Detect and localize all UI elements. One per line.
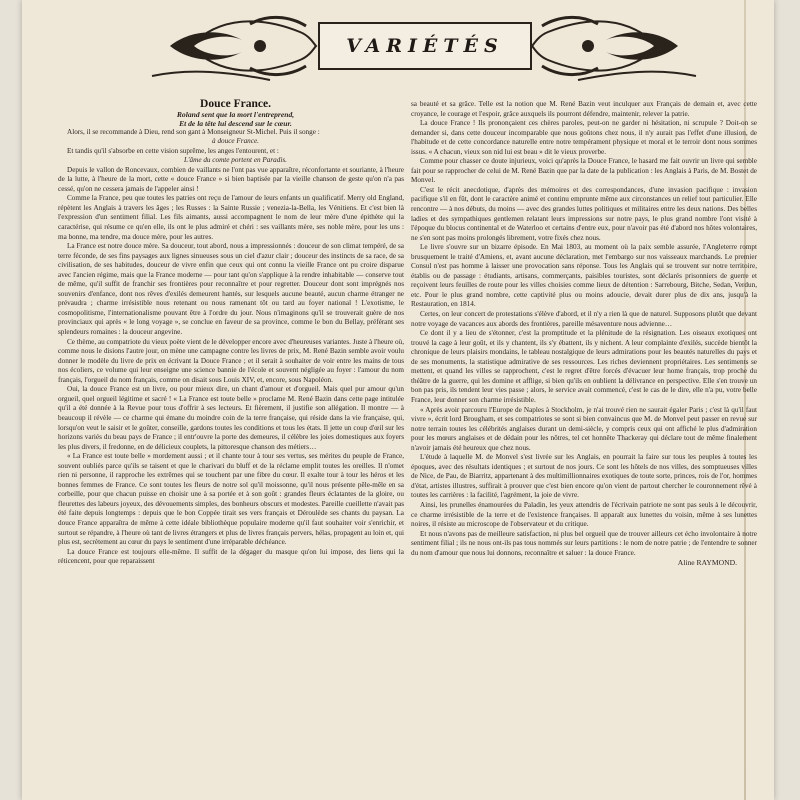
- paragraph: Ainsi, les prunelles énamourées du Paladin, les yeux attendris de l'écrivain patriote ne sont pas seuls à le découvrir, ce charme irrésistible de la terre et de l'existence françaises. Il apparaît aux lunettes du voisin, même à ses lunettes noires, il résiste au microscope de l'observateur et du critique.: [411, 500, 757, 529]
- quote: L'âme du comte portent en Paradis.: [184, 156, 287, 165]
- paragraph: Comme pour chasser ce doute injurieux, voici qu'après la Douce France, le hasard me fait ouvrir un livre qui semble fait pour se rapprocher de celui de M. René Bazin que par la date de la publication : les Anglais à Paris, de M. Bostet de Monvel.: [411, 157, 757, 185]
- epigraph-line-2: Et de la tête lui descend sur le cœur.: [179, 118, 292, 128]
- article-title: Douce France.: [200, 98, 271, 110]
- paragraph: L'étude à laquelle M. de Monvel s'est livrée sur les Anglais, en pourrait la faire sur tous les peuples à toutes les époques, avec des résultats identiques ; et surtout de nos jours. Ce sont les hôtels de nos villes, des somptueuses villes de Nice, de Pau, de Biarritz, appartenant à des multimillionnaires exotiques de toute sorte, princes, rois de l'or, hommes d'état, artistes illustres, suffirait à prouver que c'est bien encore qu'on vient de partout chercher le couronnement rêvé à toutes les carrières : la facilité, l'agrément, la joie de vivre.: [411, 453, 757, 500]
- paragraph: Oui, la douce France est un livre, ou pour mieux dire, un chant d'amour et d'orgueil. Mais quel pur amour qu'un orgueil, quel orgueil légitime et sacré ! « La France est toute belle » proclame M. René Bazin dans cette page intitulée qu'il a été donnée à la Revue pour tous d'offrir à ses lecteurs. Et fièrement, il justifie son allégation. Il montre — à beaucoup il révèle — ce charme qui émane du moindre coin de la terre française, qui réside dans la vie française, qui, lorsqu'on veut le saisir et le goûter, conseille, gardons toutes les conditions et tous les états. Il jette un coup d'œil sur les horizons variés du beau pays de France ; il entr'ouvre la porte des demeures, il célèbre les joies domestiques aux foyers les plus divers, il fredonne, en de délicieux couplets, la pittoresque chanson des métiers…: [58, 385, 404, 451]
- section-banner: [150, 10, 698, 82]
- magazine-page: [22, 0, 774, 800]
- paragraph: C'est le récit anecdotique, d'après des mémoires et des correspondances, d'une invasion pacifique : invasion pacifique s'il en fût, dont le caractère animé et continu emprunte même aux circonstances un relief tout particulier. Elle rencontre — à nos débuts, du moins — avec des grandes luttes politiques et militaires entre les deux nations. Des belles ladies et des sympathiques gentlemen relatant leurs impressions sur notre pays, le plus grand nombre l'ont visité à l'époque du blocus continental et de Waterloo et certains d'entre eux, pour n'avoir pas été d'abord nos hôtes volontaires, ne s'en sont pas moins prolongés librement, votre fixés chez nous.: [411, 185, 757, 242]
- section-title: VARIÉTÉS: [346, 35, 504, 57]
- paragraph: La France est notre douce mère. Sa douceur, tout abord, nous a impressionnés : douceur de son climat tempéré, de sa terre féconde, de ses fins paysages aux lignes sinueuses sous un ciel d'azur clair ; douceur des instincts de sa race, de sa civilisation, de ses habitudes, douceur de vivre enfin que ceux qui ont connu la vieille France ont pu croire disparue avec l'ancien régime, mais que la France moderne — pour tant qu'on s'applique à la rendre inhabitable — conserve tout de même, qu'il suffit de franchir ses frontières pour reconnaître et pour regretter. Douceur dont sont imprégnés nos souvenirs d'enfance, dont nos rêves d'exilés demeurent hantés, sur lesquels aucune beauté, aucun charme étranger ne prévaudra ; charme irrésistible nous retenant ou nous ramenant tôt ou tard au foyer national ! L'exotisme, le cosmopolitisme, l'internationalisme pouvant être à l'ordre du jour. Nous n'imaginons qu'il se trouverait guère de nos provinciaux qui après « le long voyage », se conclue en faveur de sa province, comme le bon du Bellay, préférant ses splendeurs romaines : la douceur angevine.: [58, 242, 404, 337]
- left-column: [58, 100, 404, 567]
- author-signature: Aline RAYMOND.: [677, 558, 737, 568]
- paragraph: Certes, on leur concert de protestations s'élève d'abord, et il n'y a rien là que de naturel. Supposons plutôt que devant notre voyage de vacances aux abords des frontières, pareille mésaventure nous advienne…: [411, 310, 757, 328]
- epigraph-line-1: Roland sent que la mort l'entreprend,: [176, 109, 295, 119]
- paragraph: Depuis le vallon de Roncevaux, combien de vaillants ne l'ont pas vue apparaître, réconfortante et souriante, à l'heure de la lutte, à l'heure de la mort, cette « douce France » si bien baptisée par la vieille chanson de geste qu'on n'a pas cessé, qu'on ne cessera jamais de l'appeler ainsi !: [58, 165, 404, 193]
- quote: à douce France.: [212, 137, 259, 146]
- paragraph: Ce thème, au compatriote du vieux poète vient de le développer encore avec d'heureuses variantes. Juste à l'heure où, comme nous le disions l'autre jour, on mène une campagne contre les livres de prix, M. René Bazin semble avoir voulu donner le modèle du livre de prix en écrivant la Douce France ; et il serait à souhaiter de voir entre les mains de tous nos écoliers, ce volume qui leur enseigne une science bannie de l'école et souvent négligée au foyer : l'amour du nom français, l'orgueil du nom français, comme on disait sous Louis XIV, et, encore, sous Napoléon.: [58, 337, 404, 384]
- paragraph: Et tandis qu'il s'absorbe en cette vision suprême, les anges l'entourent, et :: [67, 146, 279, 155]
- paragraph: « Après avoir parcouru l'Europe de Naples à Stockholm, je n'ai trouvé rien ne saurait égaler Paris ; c'est là qu'il faut vivre », écrit lord Brougham, et ses compatriotes se sont si bien convaincus que M. de Monvel peut passer en revue sur notre terrain toutes les célébrités anglaises durant un demi-siècle, y compris ceux qui ont affiché le plus d'admiration pour les mœurs anglaises et de dédain pour les nôtres, tel cet honnête Thackeray qui déclare tout de même finalement n'avoir jamais été heureux que chez nous.: [411, 405, 757, 452]
- paragraph: Alors, il se recommande à Dieu, rend son gant à Monseigneur St-Michel. Puis il songe :: [67, 127, 320, 136]
- banner-plate: [318, 22, 532, 70]
- paragraph: « La France est toute belle » mordement aussi ; et il chante tour à tour ses vertus, ses mérites du peuple de France, souvent oubliés parce qu'ils se taisent et que le charivari du bluff et de la réclame emplit toutes les oreilles. Il n'omet rien ni personne, il rapproche les extrêmes qui se touchent par une fibre du cœur. Il exalte tour à tour les héros et les bonnes femmes de France. Ce sont toutes les fleurs de notre sol qu'il moissonne, qu'il nous présente pêle-mêle en sa corbeille, pour que chacun puisse en choisir une à sa portée et à son goût : grandes fleurs éclatantes de la gloire, ou fleurettes des labeurs joyeux, des dévouements simples, des bonheurs obscurs et modestes. Pareille cueillette n'avait pas été faite depuis longtemps : depuis que le bon Coppée tirait ses vers français et Déroulède ses chants du paysan. La douce France apparaîtra de même à cette idéale bibliothèque populaire moderne qu'il faut souhaiter voir s'enrichir, et surtout se répandre, à l'heure où tant de livres étrangers et plus de livres français pervers, hélas, propagent au loin et, qui plus est, secrètement au cœur du pays le sentiment d'une irréparable déchéance.: [58, 452, 404, 547]
- paragraph: sa beauté et sa grâce. Telle est la notion que M. René Bazin veut inculquer aux Français de demain et, avec cette croyance, le courage et l'espoir, grâce auxquels ils pourront défendre, maintenir, relever la patrie.: [411, 100, 757, 118]
- paragraph: Le livre s'ouvre sur un bizarre épisode. En Mai 1803, au moment où la paix semble assurée, l'Angleterre rompt brusquement le traité d'Amiens, et, avant aucune déclaration, met l'embargo sur nos vaisseaux marchands. Le premier Consul n'est pas homme à laisser une provocation sans réponse. Tous les Anglais qui se trouvent sur notre territoire, établis ou de passage : étudiants, artisans, commerçants, paisibles touristes, sont déclarés prisonniers de guerre et reçoivent leurs feuilles de route pour les villes choisies comme lieux de détention : Sarrebourg, Bitche, Sedan, Verdun, etc. Pour le plus grand nombre, cette captivité plus ou moins adoucie, devait durer plus de dix ans, jusqu'à la Restauration, en 1814.: [411, 243, 757, 309]
- paragraph: La douce France ! Ils prononçaient ces chères paroles, peut-on ne garder ni hésitation, ni scrupule ? Doit-on se demander si, dans cette douceur incomparable que nous goûtons chez nous, il n'y aurait pas l'effet d'une illusion, de l'habitude et de cette concordance naturelle entre notre tempérament physique et moral et le terroir dont nous sommes issus. « A chacun, vieux son nid lui est beau » dit le vieux proverbe.: [411, 119, 757, 156]
- paragraph: Ce dont il y a lieu de s'étonner, c'est la promptitude et la plénitude de la résignation. Les oiseaux exotiques ont trouvé la cage à leur goût, et ils y chantent, ils s'y ébattent, ils y nichent. A leur complainte d'exilés, succède bientôt la chronique de leurs plaisirs mondains, le tableau nostalgique de leurs admirations pour les beautés naturelles du pays et de ses monuments, la statistique admirative de ses ressources. Les riches deviennent propriétaires. Les sentiments se mettent, et quand les villes se rapprochent, c'est le regret d'être forcés d'évacuer leur home français, trop proche du théâtre de la guerre, qui les domine et afflige, si bien qu'ils en oublient la délivrance en perspective. Elle s'en trouve un bon pas pris, ils tendent leur vies passe ; alors, le service avait commencé, c'est le cas de le dire, elle n'a pu, votre belle France, leur donner son charme irrésistible.: [411, 329, 757, 404]
- paragraph: Comme la France, peu que toutes les patries ont reçu de l'amour de leurs enfants un qualificatif. Merry old England, répètent les Anglais à travers les âges ; les Russes : la Sainte Russie ; venezia-la-Bella, les Vénitiens. Et c'est bien là l'expression d'un sentiment filial. Les fils aimants, aussi accompagnent le nom de leur mère d'une épithète qui la caractérise, qui résume ce qu'en elle, ils ont le plus admiré et chéri : ses vaillants mère, ses noble mère, pour les uns : ma bonne, ma tendre, ma douce mère, pour les autres.: [58, 194, 404, 241]
- paragraph: La douce France est toujours elle-même. Il suffit de la dégager du masque qu'on lui impose, des liens qui la réticencent, pour que reparaissent: [58, 547, 404, 566]
- right-column: [411, 100, 757, 568]
- paragraph: Et nous n'avons pas de meilleure satisfaction, ni plus bel orgueil que de trouver ailleurs cet écho involontaire à notre sentiment filial ; ils ne nous ont-ils pas tous nommés sur leurs partitions : le nom de notre patrie ; de l'entendre te sonner du nom d'amour que nous lui donnons, reconnaître et saluer : la douce France.: [411, 529, 757, 557]
